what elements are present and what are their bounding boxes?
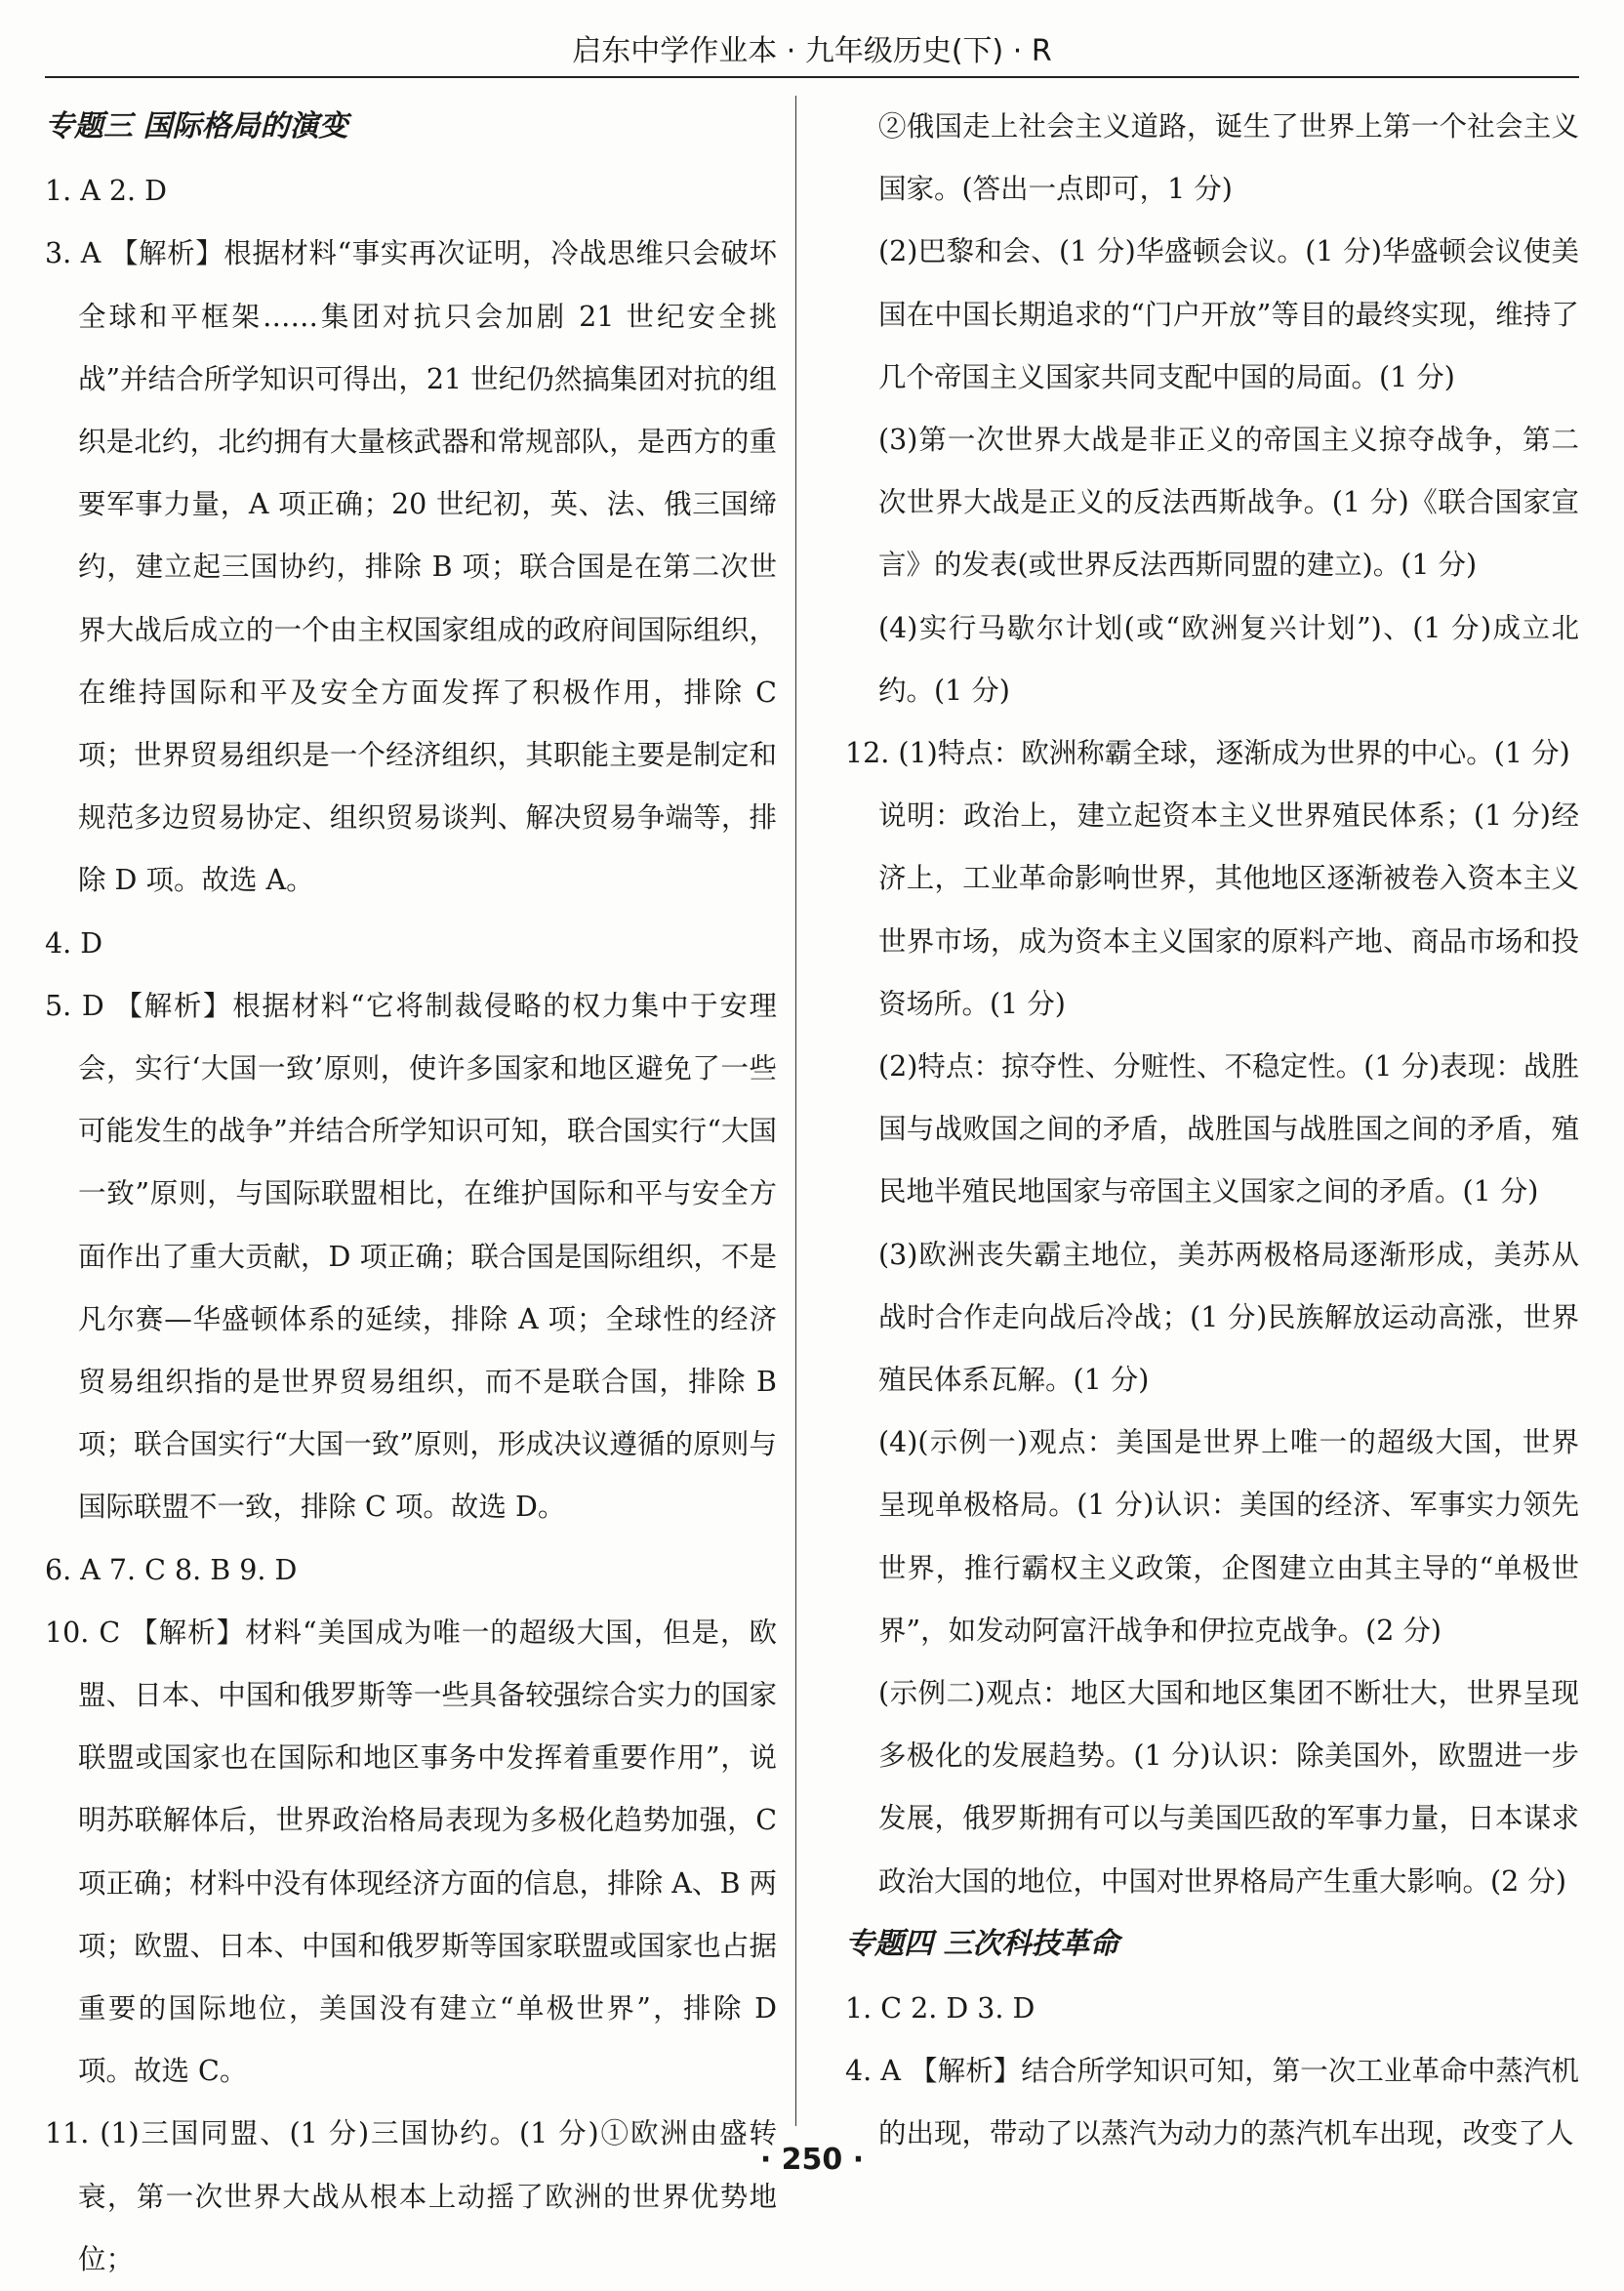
answer-subitem: (2)特点：掠夺性、分赃性、不稳定性。(1 分)表现：战胜国与战败国之间的矛盾，战胜国与战胜国之间的矛盾，殖民地半殖民地国家与帝国主义国家之间的矛盾。(1 分)	[878, 1050, 1579, 1208]
answer-item: 1. A 2. D	[45, 175, 167, 208]
page-number: · 250 ·	[759, 2143, 865, 2177]
answer-item: 5. D 【解析】根据材料“它将制裁侵略的权力集中于安理会，实行‘大国一致’原则，使许多国家和地区避免了一些可能发生的战争”并结合所学知识可知，联合国实行“大国一致”原则，与国际联盟相比，在维护国际和平与安全方面作出了重大贡献，D 项正确；联合国是国际组织，不是凡尔赛—华盛顿体系的延续，排除 A 项；全球性的经济贸易组织指的是世界贸易组织，而不是联合国，排除 B 项；联合国实行“大国一致”原则，形成决议遵循的原则与国际联盟不一致，排除 C 项。故选 D。	[45, 989, 777, 1524]
answer-subitem: (4)(示例一)观点：美国是世界上唯一的超级大国，世界呈现单极格局。(1 分)认识：美国的经济、军事实力领先世界，推行霸权主义政策，企图建立由其主导的“单极世界”，如发动阿富汗战争和伊拉克战争。(2 分)	[878, 1426, 1579, 1647]
answer-subitem: (3)欧洲丧失霸主地位，美苏两极格局逐渐形成，美苏从战时合作走向战后冷战；(1 分)民族解放运动高涨，世界殖民体系瓦解。(1 分)	[878, 1238, 1579, 1397]
answer-subitem: (2)巴黎和会、(1 分)华盛顿会议。(1 分)华盛顿会议使美国在中国长期追求的“门户开放”等目的最终实现，维持了几个帝国主义国家共同支配中国的局面。(1 分)	[878, 235, 1579, 393]
answer-item: 6. A 7. C 8. B 9. D	[45, 1553, 298, 1586]
header-title: 启东中学作业本 · 九年级历史(下) · R	[572, 34, 1052, 68]
page-header	[45, 27, 1579, 78]
answer-subitem: (示例二)观点：地区大国和地区集团不断壮大，世界呈现多极化的发展趋势。(1 分)认识：除美国外，欧盟进一步发展，俄罗斯拥有可以与美国匹敌的军事力量，日本谋求政治大国的地位，中国对世界格局产生重大影响。(2 分)	[878, 1677, 1579, 1898]
left-column	[45, 96, 777, 2291]
answer-subitem: ②俄国走上社会主义道路，诞生了世界上第一个社会主义国家。(答出一点即可，1 分)	[878, 110, 1579, 206]
column-divider	[795, 96, 796, 2126]
answer-item: 4. D	[45, 926, 103, 960]
answer-item: 1. C 2. D 3. D	[845, 1992, 1035, 2025]
answer-subitem: (4)实行马歇尔计划(或“欧洲复兴计划”)、(1 分)成立北约。(1 分)	[878, 611, 1579, 707]
section-title: 专题四 三次科技革命	[845, 1926, 1119, 1961]
answer-item: 12. (1)特点：欧洲称霸全球，逐渐成为世界的中心。(1 分)	[845, 737, 1570, 770]
section-title: 专题三 国际格局的演变	[45, 109, 348, 143]
right-column	[845, 96, 1579, 2166]
answer-subitem: (3)第一次世界大战是非正义的帝国主义掠夺战争，第二次世界大战是正义的反法西斯战争。(1 分)《联合国家宣言》的发表(或世界反法西斯同盟的建立)。(1 分)	[878, 424, 1579, 582]
answer-subitem: 说明：政治上，建立起资本主义世界殖民体系；(1 分)经济上，工业革命影响世界，其他地区逐渐被卷入资本主义世界市场，成为资本主义国家的原料产地、商品市场和投资场所。(1 分)	[878, 799, 1579, 1020]
answer-item: 4. A 【解析】结合所学知识可知，第一次工业革命中蒸汽机的出现，带动了以蒸汽为动力的蒸汽机车出现，改变了人	[845, 2055, 1579, 2150]
answer-item: 10. C 【解析】材料“美国成为唯一的超级大国，但是，欧盟、日本、中国和俄罗斯等一些具备较强综合实力的国家联盟或国家也在国际和地区事务中发挥着重要作用”，说明苏联解体后，世界政治格局表现为多极化趋势加强，C 项正确；材料中没有体现经济方面的信息，排除 A、B 两项；欧盟、日本、中国和俄罗斯等国家联盟或国家也占据重要的国际地位，美国没有建立“单极世界”，排除 D 项。故选 C。	[45, 1616, 777, 2088]
answer-item: 11. (1)三国同盟、(1 分)三国协约。(1 分)①欧洲由盛转衰，第一次世界大战从根本上动摇了欧洲的世界优势地位；	[45, 2117, 777, 2275]
answer-item: 3. A 【解析】根据材料“事实再次证明，冷战思维只会破坏全球和平框架……集团对抗只会加剧 21 世纪安全挑战”并结合所学知识可得出，21 世纪仍然搞集团对抗的组织是北约，北约拥有大量核武器和常规部队，是西方的重要军事力量，A 项正确；20 世纪初，英、法、俄三国缔约，建立起三国协约，排除 B 项；联合国是在第二次世界大战后成立的一个由主权国家组成的政府间国际组织，在维持国际和平及安全方面发挥了积极作用，排除 C 项；世界贸易组织是一个经济组织，其职能主要是制定和规范多边贸易协定、组织贸易谈判、解决贸易争端等，排除 D 项。故选 A。	[45, 237, 777, 897]
